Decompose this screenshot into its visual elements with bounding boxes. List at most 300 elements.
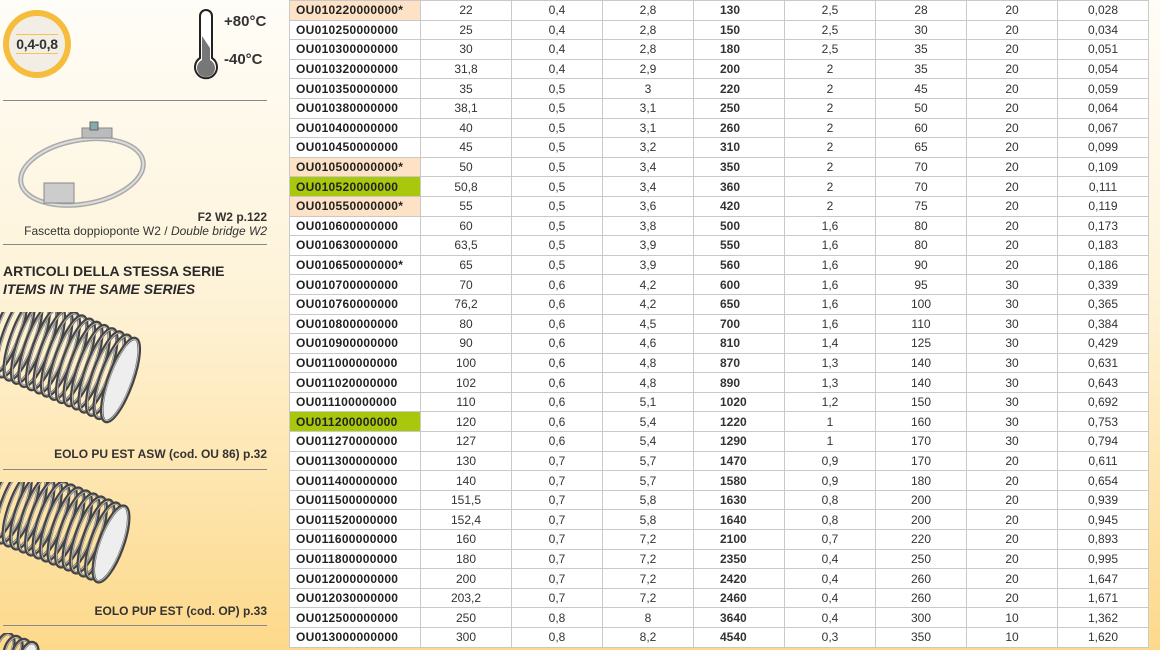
table-cell: 1,4 (785, 334, 876, 354)
table-cell: 0,6 (512, 432, 603, 452)
product-code: OU010220000000* (290, 1, 421, 21)
sidebar (0, 0, 280, 650)
table-cell: 55 (421, 196, 512, 216)
table-cell: 30 (967, 392, 1058, 412)
table-cell: 200 (876, 490, 967, 510)
divider (3, 469, 267, 470)
product-code: OU011400000000 (290, 471, 421, 491)
table-cell: 0,173 (1058, 216, 1149, 236)
table-cell: 5,7 (603, 451, 694, 471)
table-row (290, 588, 1149, 608)
table-cell: 1020 (694, 392, 785, 412)
table-cell: 20 (967, 549, 1058, 569)
table-cell: 3 (603, 79, 694, 99)
divider (3, 625, 267, 626)
table-cell: 0,4 (785, 569, 876, 589)
table-cell: 0,9 (785, 451, 876, 471)
related-item-link[interactable]: EOLO PU EST ASW (cod. OU 86) p.32 (54, 447, 267, 461)
table-row (290, 471, 1149, 491)
table-cell: 260 (876, 588, 967, 608)
table-cell: 10 (967, 608, 1058, 628)
product-table (289, 0, 1149, 648)
table-cell: 2 (785, 157, 876, 177)
table-cell: 200 (876, 510, 967, 530)
table-cell: 90 (421, 334, 512, 354)
table-cell: 0,109 (1058, 157, 1149, 177)
table-row (290, 412, 1149, 432)
table-cell: 5,1 (603, 392, 694, 412)
table-cell: 20 (967, 157, 1058, 177)
table-cell: 0,5 (512, 138, 603, 158)
table-cell: 0,5 (512, 196, 603, 216)
table-cell: 3,9 (603, 255, 694, 275)
table-cell: 890 (694, 373, 785, 393)
table-cell: 30 (967, 353, 1058, 373)
table-cell: 810 (694, 334, 785, 354)
table-cell: 0,183 (1058, 236, 1149, 256)
table-cell: 20 (967, 59, 1058, 79)
table-cell: 870 (694, 353, 785, 373)
product-code: OU010320000000 (290, 59, 421, 79)
table-cell: 151,5 (421, 490, 512, 510)
table-cell: 0,7 (512, 510, 603, 530)
table-cell: 0,5 (512, 98, 603, 118)
table-cell: 0,5 (512, 216, 603, 236)
table-cell: 50 (421, 157, 512, 177)
table-cell: 5,7 (603, 471, 694, 491)
table-cell: 250 (876, 549, 967, 569)
product-code: OU011800000000 (290, 549, 421, 569)
table-row (290, 20, 1149, 40)
table-cell: 3,4 (603, 177, 694, 197)
table-cell: 127 (421, 432, 512, 452)
table-cell: 140 (421, 471, 512, 491)
table-row (290, 294, 1149, 314)
table-cell: 0,7 (785, 530, 876, 550)
product-code: OU011270000000 (290, 432, 421, 452)
table-cell: 1 (785, 432, 876, 452)
table-cell: 2 (785, 59, 876, 79)
table-cell: 1640 (694, 510, 785, 530)
table-cell: 20 (967, 79, 1058, 99)
table-cell: 1,620 (1058, 628, 1149, 648)
table-cell: 0,028 (1058, 1, 1149, 21)
table-row (290, 138, 1149, 158)
accessory-code: F2 W2 p.122 (197, 210, 267, 224)
table-cell: 550 (694, 236, 785, 256)
table-cell: 0,429 (1058, 334, 1149, 354)
product-code: OU010800000000 (290, 314, 421, 334)
table-row (290, 275, 1149, 295)
table-cell: 65 (421, 255, 512, 275)
table-cell: 30 (421, 40, 512, 60)
table-cell: 0,8 (785, 510, 876, 530)
table-cell: 200 (421, 569, 512, 589)
table-cell: 0,995 (1058, 549, 1149, 569)
accessory-name: Fascetta doppioponte W2 / Double bridge W2 (24, 224, 267, 238)
product-code: OU010700000000 (290, 275, 421, 295)
table-cell: 1220 (694, 412, 785, 432)
table-cell: 75 (876, 196, 967, 216)
product-code: OU011200000000 (290, 412, 421, 432)
table-cell: 4,6 (603, 334, 694, 354)
table-row (290, 59, 1149, 79)
table-cell: 260 (694, 118, 785, 138)
table-cell: 0,7 (512, 451, 603, 471)
table-cell: 50 (876, 98, 967, 118)
table-cell: 180 (694, 40, 785, 60)
table-cell: 350 (876, 628, 967, 648)
table-cell: 140 (876, 373, 967, 393)
table-cell: 0,064 (1058, 98, 1149, 118)
table-cell: 2,5 (785, 1, 876, 21)
table-cell: 7,2 (603, 530, 694, 550)
table-cell: 1,6 (785, 216, 876, 236)
table-cell: 5,8 (603, 510, 694, 530)
table-cell: 1,6 (785, 255, 876, 275)
table-cell: 1,2 (785, 392, 876, 412)
table-row (290, 196, 1149, 216)
product-code: OU011100000000 (290, 392, 421, 412)
table-cell: 0,6 (512, 294, 603, 314)
table-cell: 0,054 (1058, 59, 1149, 79)
table-cell: 1,671 (1058, 588, 1149, 608)
table-cell: 0,692 (1058, 392, 1149, 412)
table-cell: 310 (694, 138, 785, 158)
table-cell: 45 (876, 79, 967, 99)
table-cell: 0,6 (512, 412, 603, 432)
table-cell: 1 (785, 412, 876, 432)
table-cell: 4,8 (603, 373, 694, 393)
table-cell: 0,059 (1058, 79, 1149, 99)
table-row (290, 157, 1149, 177)
table-cell: 420 (694, 196, 785, 216)
table-cell: 110 (421, 392, 512, 412)
table-cell: 20 (967, 490, 1058, 510)
table-cell: 0,7 (512, 471, 603, 491)
table-cell: 20 (967, 255, 1058, 275)
table-cell: 70 (876, 177, 967, 197)
table-cell: 7,2 (603, 549, 694, 569)
table-cell: 220 (694, 79, 785, 99)
table-cell: 30 (967, 314, 1058, 334)
product-code: OU012000000000 (290, 569, 421, 589)
temp-max: +80°C (224, 13, 267, 30)
table-cell: 90 (876, 255, 967, 275)
table-row (290, 530, 1149, 550)
table-cell: 8,2 (603, 628, 694, 648)
product-code: OU010600000000 (290, 216, 421, 236)
table-cell: 100 (876, 294, 967, 314)
table-cell: 3,1 (603, 118, 694, 138)
table-cell: 0,5 (512, 118, 603, 138)
table-row (290, 608, 1149, 628)
table-cell: 20 (967, 588, 1058, 608)
table-cell: 110 (876, 314, 967, 334)
table-cell: 260 (876, 569, 967, 589)
table-cell: 22 (421, 1, 512, 21)
table-cell: 160 (876, 412, 967, 432)
table-cell: 0,034 (1058, 20, 1149, 40)
table-cell: 70 (421, 275, 512, 295)
table-cell: 1,3 (785, 373, 876, 393)
table-cell: 20 (967, 196, 1058, 216)
table-row (290, 490, 1149, 510)
table-cell: 2420 (694, 569, 785, 589)
table-cell: 30 (967, 412, 1058, 432)
table-cell: 25 (421, 20, 512, 40)
table-row (290, 451, 1149, 471)
table-cell: 0,5 (512, 236, 603, 256)
product-code: OU010760000000 (290, 294, 421, 314)
table-cell: 0,384 (1058, 314, 1149, 334)
table-cell: 3,9 (603, 236, 694, 256)
table-cell: 20 (967, 236, 1058, 256)
table-cell: 4540 (694, 628, 785, 648)
temp-min: -40°C (224, 51, 263, 68)
table-cell: 150 (694, 20, 785, 40)
table-cell: 60 (876, 118, 967, 138)
table-cell: 0,6 (512, 392, 603, 412)
table-cell: 20 (967, 20, 1058, 40)
table-cell: 0,654 (1058, 471, 1149, 491)
related-item-link[interactable]: EOLO PUP EST (cod. OP) p.33 (94, 604, 267, 618)
thermometer-icon (190, 8, 222, 82)
hose-image (0, 633, 60, 650)
table-cell: 1,362 (1058, 608, 1149, 628)
table-cell: 150 (876, 392, 967, 412)
table-cell: 2,5 (785, 20, 876, 40)
table-cell: 0,5 (512, 255, 603, 275)
table-cell: 30 (967, 373, 1058, 393)
table-cell: 0,119 (1058, 196, 1149, 216)
thickness-value: 0,4-0,8 (16, 36, 58, 52)
table-cell: 8 (603, 608, 694, 628)
table-cell: 500 (694, 216, 785, 236)
table-cell: 30 (967, 334, 1058, 354)
table-cell: 45 (421, 138, 512, 158)
table-cell: 50,8 (421, 177, 512, 197)
table-cell: 3,1 (603, 98, 694, 118)
table-cell: 0,5 (512, 157, 603, 177)
product-code: OU011600000000 (290, 530, 421, 550)
table-cell: 65 (876, 138, 967, 158)
product-code: OU010380000000 (290, 98, 421, 118)
table-cell: 1470 (694, 451, 785, 471)
table-row (290, 628, 1149, 648)
table-cell: 30 (967, 275, 1058, 295)
table-cell: 0,7 (512, 530, 603, 550)
table-cell: 2350 (694, 549, 785, 569)
table-cell: 130 (421, 451, 512, 471)
table-row (290, 40, 1149, 60)
table-cell: 0,7 (512, 569, 603, 589)
table-cell: 20 (967, 138, 1058, 158)
table-row (290, 510, 1149, 530)
table-cell: 2,8 (603, 20, 694, 40)
table-cell: 0,7 (512, 490, 603, 510)
divider (3, 100, 267, 101)
table-cell: 4,2 (603, 294, 694, 314)
table-cell: 0,893 (1058, 530, 1149, 550)
table-cell: 0,6 (512, 334, 603, 354)
table-row (290, 1, 1149, 21)
table-cell: 1,6 (785, 275, 876, 295)
table-cell: 20 (967, 510, 1058, 530)
table-cell: 250 (421, 608, 512, 628)
table-cell: 180 (876, 471, 967, 491)
table-cell: 250 (694, 98, 785, 118)
product-code: OU011520000000 (290, 510, 421, 530)
table-cell: 20 (967, 451, 1058, 471)
product-code: OU010350000000 (290, 79, 421, 99)
table-cell: 3,4 (603, 157, 694, 177)
table-cell: 20 (967, 40, 1058, 60)
table-cell: 2,8 (603, 40, 694, 60)
table-cell: 10 (967, 628, 1058, 648)
series-title: ARTICOLI DELLA STESSA SERIE ITEMS IN THE SAME SERIES (3, 263, 225, 297)
table-cell: 170 (876, 432, 967, 452)
table-cell: 0,111 (1058, 177, 1149, 197)
table-row (290, 98, 1149, 118)
table-cell: 20 (967, 530, 1058, 550)
table-row (290, 392, 1149, 412)
table-cell: 0,3 (785, 628, 876, 648)
table-cell: 4,5 (603, 314, 694, 334)
product-code: OU013000000000 (290, 628, 421, 648)
table-row (290, 569, 1149, 589)
table-cell: 0,643 (1058, 373, 1149, 393)
table-cell: 1630 (694, 490, 785, 510)
table-cell: 125 (876, 334, 967, 354)
table-cell: 0,4 (512, 40, 603, 60)
table-cell: 31,8 (421, 59, 512, 79)
product-code: OU010250000000 (290, 20, 421, 40)
table-cell: 20 (967, 98, 1058, 118)
table-cell: 560 (694, 255, 785, 275)
table-cell: 170 (876, 451, 967, 471)
table-row (290, 373, 1149, 393)
table-cell: 0,611 (1058, 451, 1149, 471)
table-cell: 0,339 (1058, 275, 1149, 295)
table-cell: 3640 (694, 608, 785, 628)
table-row (290, 216, 1149, 236)
hose-image (0, 312, 160, 447)
table-cell: 2,8 (603, 1, 694, 21)
table-cell: 0,4 (785, 549, 876, 569)
table-cell: 102 (421, 373, 512, 393)
table-cell: 2 (785, 196, 876, 216)
product-code: OU011500000000 (290, 490, 421, 510)
table-row (290, 118, 1149, 138)
table-cell: 220 (876, 530, 967, 550)
table-cell: 20 (967, 1, 1058, 21)
table-cell: 0,067 (1058, 118, 1149, 138)
table-cell: 2 (785, 79, 876, 99)
product-code: OU011000000000 (290, 353, 421, 373)
table-cell: 350 (694, 157, 785, 177)
table-cell: 100 (421, 353, 512, 373)
table-cell: 5,4 (603, 412, 694, 432)
table-cell: 4,8 (603, 353, 694, 373)
table-cell: 63,5 (421, 236, 512, 256)
table-cell: 35 (876, 40, 967, 60)
table-cell: 1,647 (1058, 569, 1149, 589)
table-cell: 0,365 (1058, 294, 1149, 314)
table-row (290, 314, 1149, 334)
table-cell: 0,5 (512, 177, 603, 197)
table-cell: 0,939 (1058, 490, 1149, 510)
table-cell: 80 (876, 216, 967, 236)
table-cell: 30 (876, 20, 967, 40)
product-code: OU011300000000 (290, 451, 421, 471)
table-cell: 30 (967, 294, 1058, 314)
table-cell: 0,7 (512, 588, 603, 608)
table-cell: 80 (876, 236, 967, 256)
table-cell: 30 (967, 432, 1058, 452)
table-cell: 28 (876, 1, 967, 21)
table-cell: 0,631 (1058, 353, 1149, 373)
table-cell: 160 (421, 530, 512, 550)
table-cell: 2460 (694, 588, 785, 608)
table-cell: 0,8 (512, 628, 603, 648)
table-row (290, 549, 1149, 569)
table-cell: 700 (694, 314, 785, 334)
table-row (290, 353, 1149, 373)
table-cell: 0,753 (1058, 412, 1149, 432)
table-cell: 1,3 (785, 353, 876, 373)
table-cell: 0,6 (512, 275, 603, 295)
table-cell: 0,4 (512, 1, 603, 21)
table-cell: 95 (876, 275, 967, 295)
table-cell: 0,8 (512, 608, 603, 628)
table-cell: 1290 (694, 432, 785, 452)
table-cell: 120 (421, 412, 512, 432)
table-cell: 1,6 (785, 294, 876, 314)
product-code: OU010450000000 (290, 138, 421, 158)
product-code: OU010550000000* (290, 196, 421, 216)
product-code: OU011020000000 (290, 373, 421, 393)
table-row (290, 432, 1149, 452)
table-cell: 3,2 (603, 138, 694, 158)
table-cell: 1,6 (785, 314, 876, 334)
table-cell: 0,6 (512, 314, 603, 334)
table-cell: 20 (967, 177, 1058, 197)
table-cell: 20 (967, 471, 1058, 491)
product-code: OU012030000000 (290, 588, 421, 608)
table-cell: 0,4 (512, 20, 603, 40)
table-cell: 0,4 (512, 59, 603, 79)
table-cell: 300 (876, 608, 967, 628)
product-code: OU010650000000* (290, 255, 421, 275)
table-cell: 40 (421, 118, 512, 138)
table-cell: 130 (694, 1, 785, 21)
table-cell: 0,6 (512, 373, 603, 393)
table-cell: 70 (876, 157, 967, 177)
table-cell: 0,9 (785, 471, 876, 491)
table-cell: 0,4 (785, 608, 876, 628)
product-code: OU010400000000 (290, 118, 421, 138)
table-cell: 2 (785, 98, 876, 118)
table-cell: 35 (876, 59, 967, 79)
table-row (290, 334, 1149, 354)
table-cell: 0,945 (1058, 510, 1149, 530)
table-cell: 20 (967, 569, 1058, 589)
table-cell: 5,4 (603, 432, 694, 452)
table-cell: 600 (694, 275, 785, 295)
table-cell: 0,186 (1058, 255, 1149, 275)
product-code: OU010500000000* (290, 157, 421, 177)
